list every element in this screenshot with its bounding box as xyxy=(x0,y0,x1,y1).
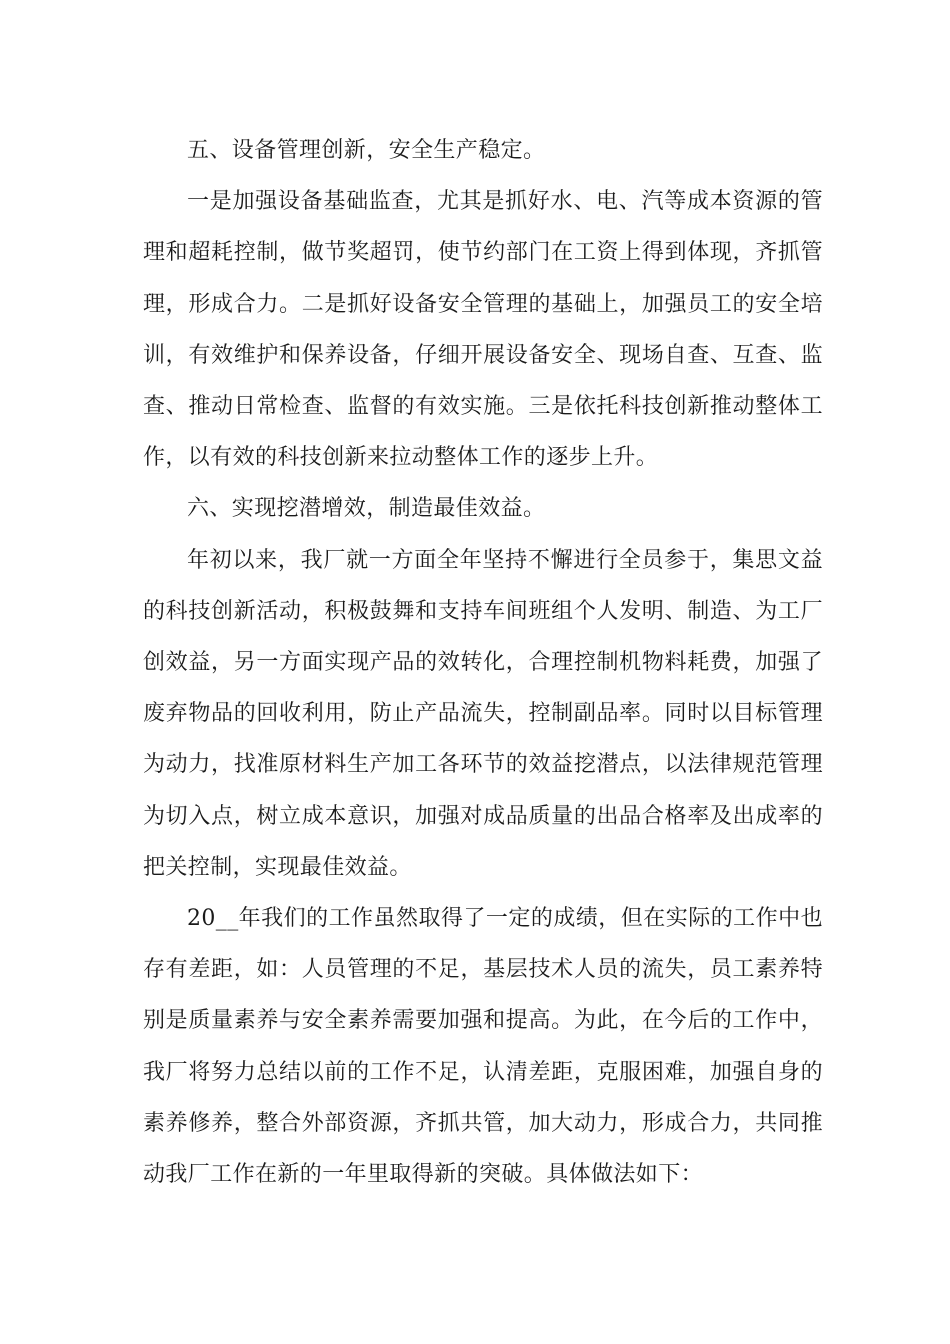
document-page xyxy=(143,125,823,1200)
body-paragraph-equipment: 一是加强设备基础监查，尤其是抓好水、电、汽等成本资源的管理和超耗控制，做节奖超罚，使节约部门在工资上得到体现，齐抓管理，形成合力。二是抓好设备安全管理的基础上，加强员工的安全培训，有效维护和保养设备，仔细开展设备安全、现场自查、互查、监查、推动日常检查、监督的有效实施。三是依托科技创新推动整体工作，以有效的科技创新来拉动整体工作的逐步上升。 xyxy=(143,189,823,471)
section-heading-six: 六、实现挖潜增效，制造最佳效益。 xyxy=(187,496,546,522)
body-paragraph-summary: 20__年我们的工作虽然取得了一定的成绩，但在实际的工作中也存有差距，如：人员管理的不足，基层技术人员的流失，员工素养特别是质量素养与安全素养需要加强和提高。为此，在今后的工作中，我厂将努力总结以前的工作不足，认清差距，克服困难，加强自身的素养修养，整合外部资源，齐抓共管，加大动力，形成合力，共同推动我厂工作在新的一年里取得新的突破。具体做法如下： xyxy=(143,906,823,1188)
body-paragraph-efficiency: 年初以来，我厂就一方面全年坚持不懈进行全员参于，集思文益的科技创新活动，积极鼓舞和支持车间班组个人发明、制造、为工厂创效益，另一方面实现产品的效转化，合理控制机物料耗费，加强了废弃物品的回收利用，防止产品流失，控制副品率。同时以目标管理为动力，找准原材料生产加工各环节的效益挖潜点，以法律规范管理为切入点，树立成本意识，加强对成品质量的出品合格率及出成率的把关控制，实现最佳效益。 xyxy=(143,547,823,880)
section-heading-five: 五、设备管理创新，安全生产稳定。 xyxy=(187,138,546,163)
